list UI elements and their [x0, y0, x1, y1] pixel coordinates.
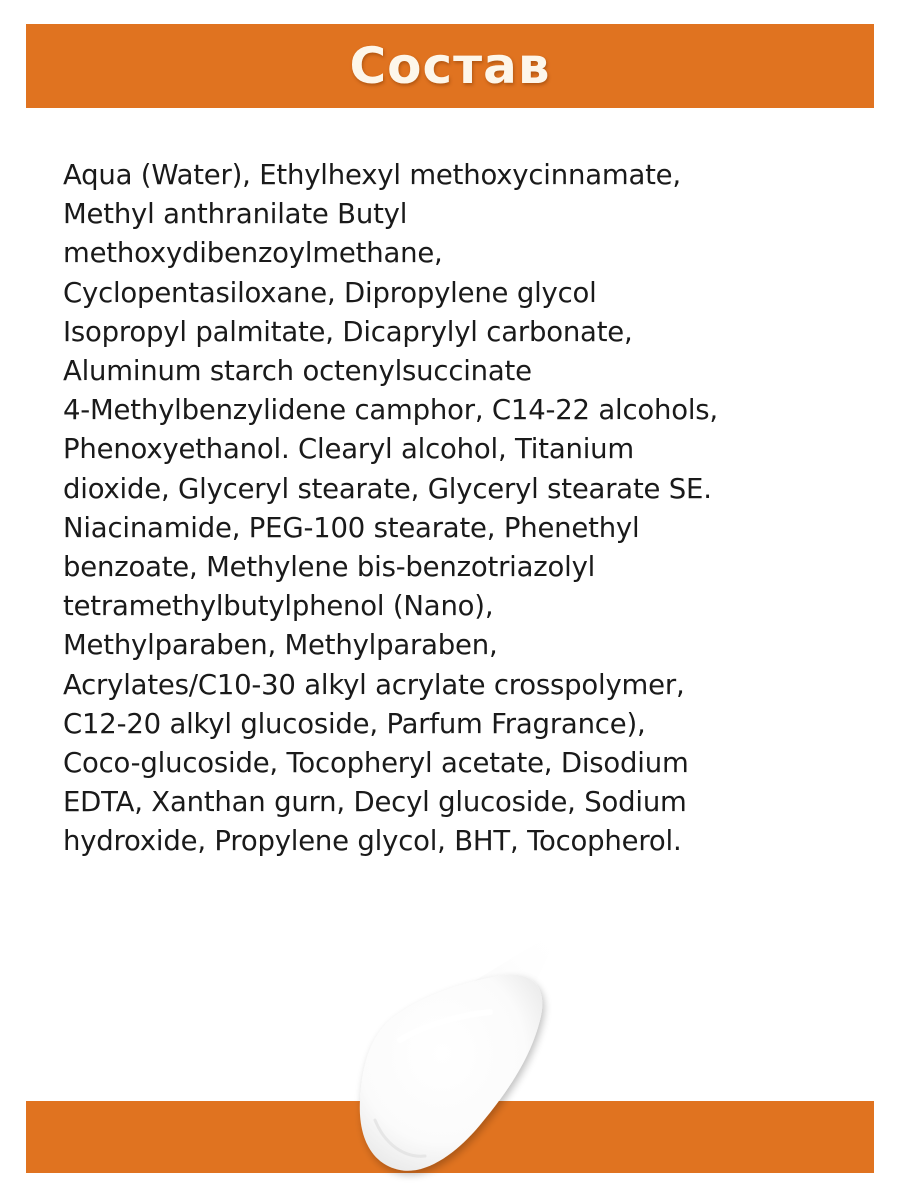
ingredient-line: Coco-glucoside, Tocopheryl acetate, Disodium [63, 747, 689, 780]
ingredient-line: Cyclopentasiloxane, Dipropylene glycol [63, 276, 597, 309]
ingredient-line: benzoate, Methylene bis-benzotriazolyl [63, 551, 596, 584]
ingredient-line: tetramethylbutylphenol (Nano), [63, 590, 494, 623]
ingredient-line: hydroxide, Propylene glycol, BHT, Tocopherol. [63, 825, 682, 858]
ingredient-line: Phenoxyethanol. Clearyl alcohol, Titanium [63, 433, 634, 466]
cream-swatch-icon [330, 920, 570, 1190]
ingredient-line: Methylparaben, Methylparaben, [63, 629, 498, 662]
ingredients-list [63, 156, 873, 862]
ingredient-line: methoxydibenzoylmethane, [63, 237, 443, 270]
header-banner [26, 24, 874, 108]
page-title: Состав [349, 37, 551, 95]
ingredient-line: Methyl anthranilate Butyl [63, 198, 408, 231]
ingredient-line: 4-Methylbenzylidene camphor, C14-22 alcohols, [63, 394, 718, 427]
ingredient-line: Niacinamide, PEG-100 stearate, Phenethyl [63, 511, 640, 544]
ingredient-line: EDTA, Xanthan gurn, Decyl glucoside, Sodium [63, 786, 687, 819]
ingredient-line: Isopropyl palmitate, Dicaprylyl carbonate, [63, 315, 633, 348]
ingredient-line: Aluminum starch octenylsuccinate [63, 355, 532, 388]
ingredient-line: Acrylates/C10-30 alkyl acrylate crosspolymer, [63, 668, 685, 701]
ingredient-line: C12-20 alkyl glucoside, Parfum Fragrance), [63, 707, 646, 740]
ingredient-line: Aqua (Water), Ethylhexyl methoxycinnamate, [63, 159, 681, 191]
ingredient-line: dioxide, Glyceryl stearate, Glyceryl stearate SE. [63, 472, 712, 505]
